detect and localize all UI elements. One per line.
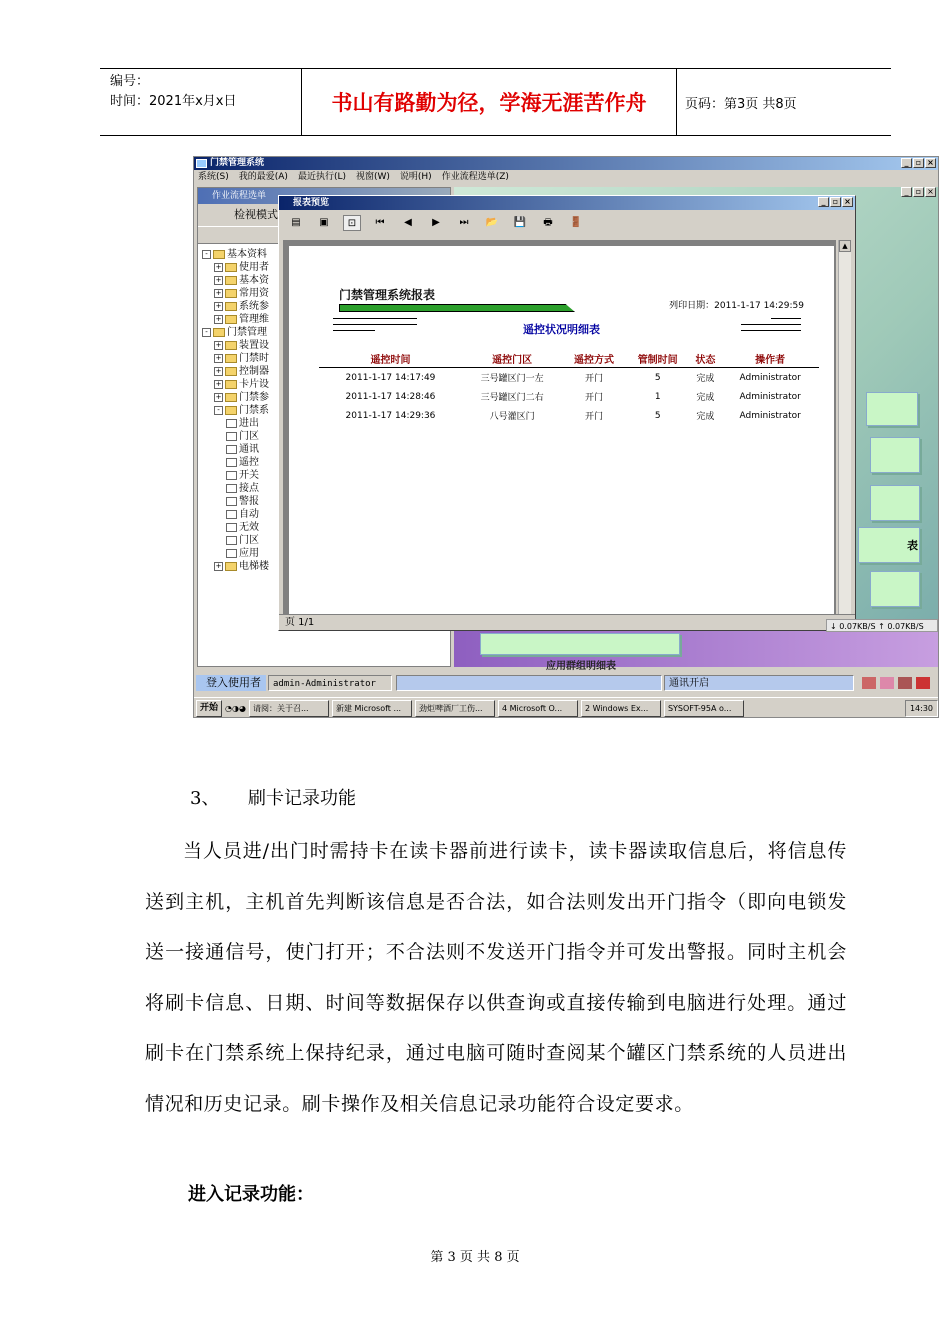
close-icon[interactable]: ×: [925, 158, 936, 168]
taskbar-item[interactable]: SYSOFT-95A o...: [664, 700, 744, 717]
app-screenshot: [193, 156, 939, 718]
tree-item-label: 使用者: [239, 262, 269, 273]
document-icon: [226, 419, 237, 428]
tree-item[interactable]: [202, 274, 269, 287]
report-cell: 三号罐区门二右: [480, 393, 544, 403]
document-icon: [226, 497, 237, 506]
tree-item-label: 门区: [239, 431, 259, 442]
col-header: 遥控门区: [462, 350, 562, 368]
tree-item-label: 门禁参: [239, 392, 269, 403]
report-cell: 1: [654, 391, 661, 402]
restore-icon[interactable]: ▫: [913, 158, 924, 168]
exit-icon[interactable]: [916, 677, 930, 689]
tree-item[interactable]: [202, 521, 269, 534]
report-page: [289, 246, 834, 614]
document-icon: [226, 510, 237, 519]
report-preview-window: [278, 195, 856, 631]
report-cell: 2011-1-17 14:17:49: [345, 372, 436, 383]
report-cell: 开门: [585, 374, 604, 384]
menu-window[interactable]: 视窗(W): [355, 172, 390, 182]
expand-icon[interactable]: +: [215, 561, 222, 570]
tree-item[interactable]: [202, 456, 269, 469]
folder-icon: [225, 276, 237, 285]
menu-help[interactable]: 说明(H): [399, 172, 432, 182]
folder-icon: [213, 328, 225, 337]
tree-item[interactable]: [202, 534, 269, 547]
tree-item-label: 控制器: [239, 366, 269, 377]
tree-item-label: 系统参: [239, 301, 269, 312]
status-icons: [858, 675, 936, 691]
folder-icon: [225, 354, 237, 363]
header-meta: [100, 69, 302, 135]
status-blank: [396, 675, 662, 691]
report-title-bar: [339, 304, 575, 312]
tree-item-label: 无效: [239, 522, 259, 533]
tree-item-label: 卡片设: [239, 379, 269, 390]
network-speed: ↓ 0.07KB/S ↑ 0.07KB/S: [826, 619, 938, 632]
report-cell: 完成: [696, 393, 715, 403]
page-indicator: 页 1/1: [285, 617, 315, 628]
tree-item[interactable]: [202, 300, 269, 313]
report-row: [319, 387, 819, 406]
tree-item-label: 进出: [239, 418, 259, 429]
tree-item-label: 警报: [239, 496, 259, 507]
col-header: 遥控时间: [319, 350, 462, 368]
app-icon: [196, 159, 207, 168]
preview-status: [279, 614, 855, 630]
expand-icon[interactable]: +: [215, 301, 222, 310]
taskbar-item[interactable]: 请阅：关于召...: [249, 700, 329, 717]
tree-item-label: 电梯楼: [239, 561, 269, 572]
collapse-icon[interactable]: -: [202, 250, 211, 259]
tree-item[interactable]: [202, 508, 269, 521]
tree-item[interactable]: [202, 560, 269, 573]
report-cell: 开门: [585, 412, 604, 422]
expand-icon[interactable]: +: [215, 275, 222, 284]
workflow-tree: [202, 248, 269, 573]
tree-item-label: 应用: [239, 548, 259, 559]
next-page-icon[interactable]: ▶: [432, 217, 440, 228]
menu-favorites[interactable]: 我的最爱(A): [238, 172, 288, 182]
collapse-icon[interactable]: -: [214, 406, 223, 415]
open-folder-icon[interactable]: 📂: [485, 217, 499, 228]
folder-icon: [225, 263, 237, 272]
prev-page-icon[interactable]: ◀: [404, 217, 412, 228]
report-cell: Administrator: [739, 410, 801, 421]
body-paragraph: 当人员进/出门时需持卡在读卡器前进行读卡，读卡器读取信息后，将信息传送到主机，主机首先判断该信息是否合法，如合法则发出开门指令（即向电锁发送一接通信号，使门打开；不合法则不发送开门指令并可发出警报。同时主机会将刷卡信息、日期、时间等数据保存以供查询或直接传输到电脑进行处理。通过刷卡在门禁系统上保持纪录，通过电脑可随时查阅某个罐区门禁系统的人员进出情况和历史记录。刷卡操作及相关信息记录功能符合设定要求。: [145, 840, 847, 1115]
report-table: [319, 350, 819, 425]
report-table-header: [319, 350, 819, 368]
tree-item-label: 门区: [239, 535, 259, 546]
tree-item-label: 门禁时: [239, 353, 269, 364]
divider: [333, 318, 417, 319]
sub-heading: 进入记录功能：: [188, 1184, 314, 1205]
report-row: [319, 368, 819, 388]
folder-icon: [225, 315, 237, 324]
folder-icon: [225, 367, 237, 376]
folder-icon: [225, 406, 237, 415]
system-tray: [905, 700, 938, 717]
tree-item-label: 接点: [239, 483, 259, 494]
col-header: 状态: [690, 350, 722, 368]
minimize-icon[interactable]: _: [818, 197, 829, 207]
taskbar-item[interactable]: 2 Windows Ex...: [581, 700, 661, 717]
print-date: 列印日期：2011-1-17 14:29:59: [669, 301, 804, 311]
menu-bar: [194, 170, 938, 184]
tree-item[interactable]: [202, 404, 269, 417]
tree-item[interactable]: [202, 365, 269, 378]
zoom-icon[interactable]: ⊡: [343, 215, 361, 231]
report-subtitle: 遥控状况明细表: [523, 323, 600, 336]
report-cell: Administrator: [739, 391, 801, 402]
exit-door-icon[interactable]: 🚪: [569, 217, 583, 228]
folder-icon: [225, 289, 237, 298]
taskbar-item[interactable]: 劲炬啤酒厂工伤...: [415, 700, 495, 717]
document-icon: [226, 536, 237, 545]
calendar-icon[interactable]: [898, 677, 912, 689]
report-cell: 完成: [696, 374, 715, 384]
preview-window-controls: [818, 197, 853, 207]
tree-item-label: 管理维: [239, 314, 269, 325]
tree-item-label: 门禁系: [239, 405, 269, 416]
collapse-icon[interactable]: -: [202, 328, 211, 337]
report-cell: 开门: [585, 393, 604, 403]
expand-icon[interactable]: +: [215, 340, 222, 349]
expand-icon[interactable]: +: [215, 379, 222, 388]
close-icon[interactable]: ×: [842, 197, 853, 207]
document-icon: [226, 432, 237, 441]
tree-item-label: 开关: [239, 470, 259, 481]
expand-icon[interactable]: +: [215, 262, 222, 271]
tree-item[interactable]: [202, 261, 269, 274]
expand-icon[interactable]: +: [215, 353, 222, 362]
folder-icon: [225, 380, 237, 389]
expand-icon[interactable]: +: [215, 314, 222, 323]
app-titlebar: [194, 157, 938, 170]
minimize-icon[interactable]: _: [901, 158, 912, 168]
document-icon: [226, 523, 237, 532]
taskbar-item[interactable]: 新建 Microsoft ...: [332, 700, 412, 717]
report-cell: 三号罐区门一左: [480, 374, 544, 384]
expand-icon[interactable]: +: [215, 392, 222, 401]
divider: [771, 318, 801, 319]
bg-card-text: 应用群组明细表: [546, 661, 616, 672]
bg-window-controls: [901, 187, 936, 197]
workflow-pane-title: 作业流程选单: [198, 188, 450, 204]
menu-system[interactable]: 系统(S): [198, 172, 229, 182]
report-row: [319, 406, 819, 425]
document-icon: [226, 549, 237, 558]
tree-item[interactable]: [202, 378, 269, 391]
note-card[interactable]: [870, 485, 920, 521]
tree-item-label: 遥控: [239, 457, 259, 468]
col-header: 遥控方式: [562, 350, 626, 368]
note-card[interactable]: [480, 633, 680, 655]
folder-icon: [225, 562, 237, 571]
save-icon[interactable]: 💾: [513, 217, 527, 228]
preview-scrollbar[interactable]: [838, 240, 851, 614]
document-icon: [226, 484, 237, 493]
number-label: 编号：: [110, 74, 150, 89]
tree-item-label: 常用资: [239, 288, 269, 299]
time-label: 时间：2021年x月x日: [110, 94, 237, 109]
document-icon: [226, 445, 237, 454]
note-card-label: 表: [907, 539, 918, 552]
tree-item[interactable]: [202, 482, 269, 495]
minimize-icon[interactable]: _: [901, 187, 912, 197]
page-header: [100, 68, 891, 136]
tree-item-label: 自动: [239, 509, 259, 520]
menu-workflow[interactable]: 作业流程选单(Z): [441, 172, 509, 182]
tree-item[interactable]: [202, 547, 269, 560]
window-controls: [901, 158, 936, 168]
folder-icon[interactable]: [880, 677, 894, 689]
tool-icon[interactable]: [862, 677, 876, 689]
tree-item[interactable]: [202, 430, 269, 443]
preview-titlebar: [279, 196, 855, 210]
motto: 书山有路勤为径，学海无涯苦作舟: [302, 69, 677, 135]
col-header: 操作者: [721, 350, 819, 368]
section-title: 刷卡记录功能: [248, 788, 356, 809]
preview-title: 报表预览: [293, 198, 330, 208]
expand-icon[interactable]: +: [215, 366, 222, 375]
page-info: 页码：第3页 共8页: [685, 96, 797, 112]
fit-page-icon[interactable]: ▣: [319, 217, 329, 228]
app-status-bar: [194, 673, 938, 693]
report-cell: 2011-1-17 14:28:46: [345, 391, 436, 402]
tree-item[interactable]: [202, 391, 269, 404]
scroll-up-icon[interactable]: ▲: [839, 240, 851, 252]
report-title: 门禁管理系统报表: [339, 288, 436, 302]
tree-item[interactable]: [202, 326, 269, 339]
tree-item-label: 基本资料: [227, 249, 267, 260]
taskbar-item[interactable]: 4 Microsoft O...: [498, 700, 578, 717]
tree-item[interactable]: [202, 417, 269, 430]
folder-icon: [225, 341, 237, 350]
quick-launch-icon[interactable]: ◔◑◕: [225, 703, 246, 713]
report-cell: 5: [654, 372, 661, 383]
view-mode-button[interactable]: 检视模式: [198, 204, 450, 226]
note-card[interactable]: [870, 437, 920, 473]
section-number: 3、: [190, 788, 220, 809]
report-table-body: [319, 368, 819, 426]
comm-status: 通讯开启: [664, 675, 854, 691]
note-card[interactable]: [870, 571, 920, 607]
print-icon[interactable]: 🖶: [543, 217, 553, 228]
tree-item-label: 装置设: [239, 340, 269, 351]
tree-item[interactable]: [202, 495, 269, 508]
tree-item[interactable]: [202, 339, 269, 352]
report-canvas: [283, 240, 836, 614]
expand-icon[interactable]: +: [215, 288, 222, 297]
windows-taskbar: [194, 697, 938, 718]
report-cell: 5: [654, 410, 661, 421]
preview-toolbar: [279, 210, 855, 236]
folder-icon: [213, 250, 225, 259]
note-card[interactable]: [866, 392, 918, 426]
clock[interactable]: 14:30: [909, 703, 933, 713]
tree-item-label: 通讯: [239, 444, 259, 455]
tree-item[interactable]: [202, 443, 269, 456]
restore-icon[interactable]: ▫: [830, 197, 841, 207]
section-heading: [190, 784, 356, 810]
tree-item[interactable]: [202, 287, 269, 300]
report-cell: Administrator: [739, 372, 801, 383]
tree-item[interactable]: [202, 469, 269, 482]
col-header: 管制时间: [626, 350, 690, 368]
close-icon[interactable]: ×: [925, 187, 936, 197]
tree-item-label: 基本资: [239, 275, 269, 286]
folder-icon: [225, 393, 237, 402]
login-label: 登入使用者: [196, 675, 266, 691]
folder-icon: [225, 302, 237, 311]
start-button[interactable]: 开始: [196, 700, 222, 717]
tree-item[interactable]: [202, 313, 269, 326]
report-cell: 2011-1-17 14:29:36: [345, 410, 436, 421]
tree-item[interactable]: [202, 248, 269, 261]
login-user: admin-Administrator: [268, 675, 392, 691]
first-page-icon[interactable]: ⏮: [375, 217, 385, 228]
last-page-icon[interactable]: ⏭: [459, 217, 469, 228]
restore-icon[interactable]: ▫: [913, 187, 924, 197]
document-icon: [226, 458, 237, 467]
page-footer: 第 3 页 共 8 页: [430, 1250, 520, 1265]
tree-item[interactable]: [202, 352, 269, 365]
tree-item-label: 门禁管理: [227, 327, 267, 338]
document-icon: [226, 471, 237, 480]
app-title: 门禁管理系统: [210, 158, 265, 168]
page-view-icon[interactable]: ▤: [291, 217, 301, 228]
menu-recent[interactable]: 最近执行(L): [297, 172, 346, 182]
report-cell: 八号灌区门: [489, 412, 535, 422]
report-cell: 完成: [696, 412, 715, 422]
